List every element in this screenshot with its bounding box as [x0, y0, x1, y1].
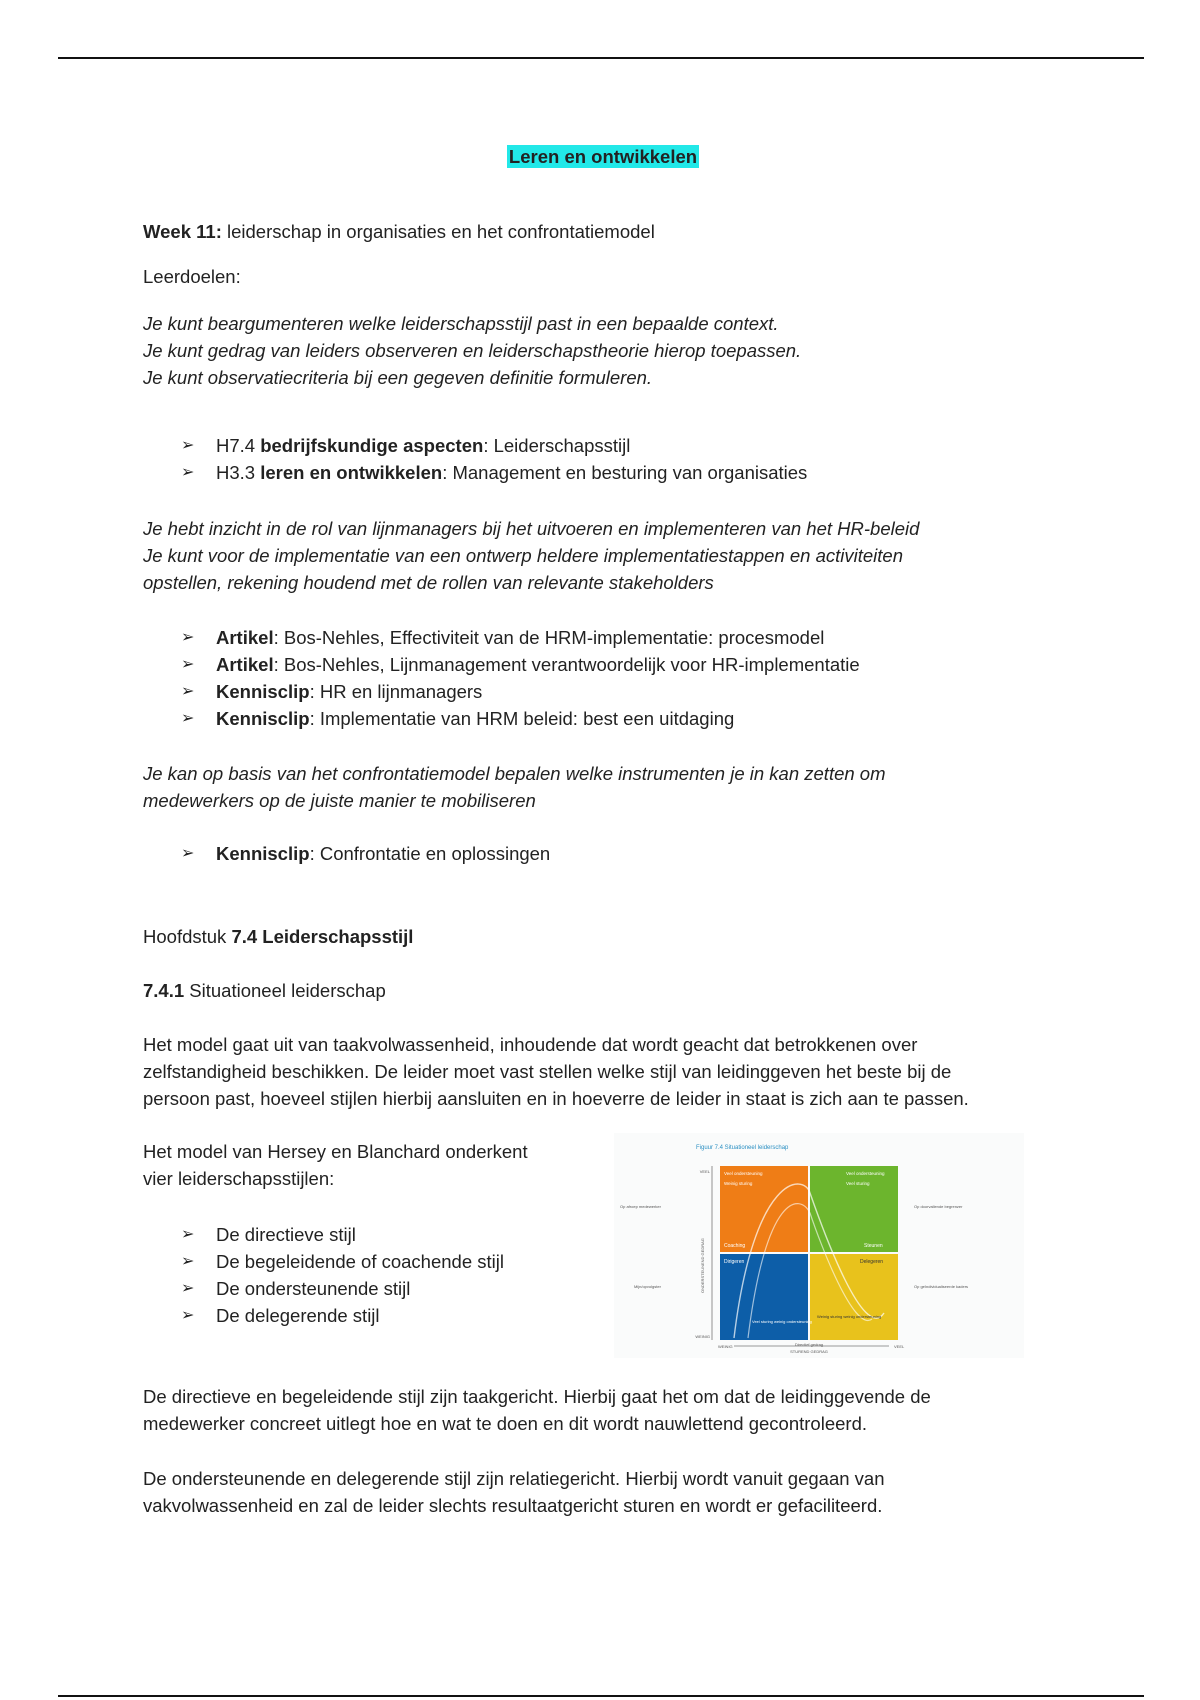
left-label-top: Op afroep medewerker [620, 1204, 661, 1209]
q4-sub-text: Weinig sturing weinig ondersteuning [817, 1314, 882, 1319]
reference-list-1 [181, 432, 1061, 486]
quadrant-dirigeren [720, 1254, 808, 1340]
list-item: ➢ De begeleidende of coachende stijl [181, 1251, 504, 1272]
list-item: ➢ De ondersteunende stijl [181, 1278, 411, 1299]
y-axis-title: ONDERSTEUNEND GEDRAG [700, 1238, 705, 1293]
right-label-bottom: Op geïndividualiseerde kaders [914, 1284, 969, 1289]
situational-leadership-figure [614, 1133, 1024, 1358]
list-item: ➢ De directieve stijl [181, 1224, 356, 1245]
list-item: ➢ Artikel: Bos-Nehles, Lijnmanagement verantwoordelijk voor HR-implementatie [181, 654, 860, 675]
chapter-heading: Hoofdstuk 7.4 Leiderschapsstijl [143, 926, 414, 947]
q1-top-text: Veel ondersteuning [724, 1171, 763, 1176]
learning-goals-1: Je kunt beargumenteren welke leiderschapsstijl past in een bepaalde context. Je kunt gedrag van leiders observeren en leiderschapstheorie hierop toepassen. Je kunt observatiecriteria bij een gegeven definitie formuleren. [143, 313, 802, 388]
right-label-top: Op doorvallende begrenzer [914, 1204, 963, 1209]
list-item: ➢ Kennisclip: Confrontatie en oplossingen [181, 843, 551, 864]
q3-sub-text: Veel sturing weinig ondersteuning [752, 1319, 812, 1324]
list-item: ➢ De delegerende stijl [181, 1305, 380, 1326]
list-item: ➢ Kennisclip: Implementatie van HRM beleid: best een uitdaging [181, 708, 735, 729]
header-rule [58, 57, 1144, 59]
q2-top-text: Veel ondersteuning [846, 1171, 885, 1176]
quadrant-coaching [720, 1166, 808, 1252]
q1-sub-text: Weinig sturing [724, 1181, 753, 1186]
label-steunen: Steunen [864, 1243, 883, 1249]
reference-list-3 [181, 840, 1061, 867]
list-item: ➢ H3.3 leren en ontwikkelen: Management en besturing van organisaties [181, 462, 808, 483]
week-heading: Week 11: leiderschap in organisaties en het confrontatiemodel [143, 221, 655, 242]
learning-goals-3: Je kan op basis van het confrontatiemodel bepalen welke instrumenten je in kan zetten om medewerkers op de juiste manier te mobiliseren [143, 763, 886, 811]
footer-rule [58, 1695, 1144, 1697]
paragraph-task-oriented: De directieve en begeleidende stijl zijn taakgericht. Hierbij gaat het om dat de leidinggevende de medewerker concreet uitlegt hoe en wat te doen en dit wordt nauwlettend gecontroleerd. [143, 1386, 931, 1434]
label-coaching: Coaching [724, 1243, 746, 1249]
q2-sub-text: Veel sturing [846, 1181, 870, 1186]
paragraph-relation-oriented: De ondersteunende en delegerende stijl zijn relatiegericht. Hierbij wordt vanuit gegaan van vakvolwassenheid en zal de leider slechts resultaatgericht sturen en wordt er gefaciliteerd. [143, 1468, 885, 1516]
y-axis-low: WEINIG [695, 1334, 710, 1339]
x-axis-high: VEEL [894, 1344, 905, 1349]
label-delegeren: Delegeren [860, 1259, 884, 1265]
x-axis-title: STUREND GEDRAG [790, 1349, 828, 1354]
figure-caption: Figuur 7.4 Situationeel leiderschap [696, 1145, 789, 1151]
reference-list-2 [181, 624, 1061, 732]
section-heading: 7.4.1 Situationeel leiderschap [143, 980, 386, 1001]
y-axis-high: VEEL [699, 1169, 710, 1174]
left-label-bottom: Mijn/opvolgster [634, 1284, 661, 1289]
model-intro: Het model van Hersey en Blanchard onderkent vier leiderschapsstijlen: [143, 1141, 528, 1189]
goals-label: Leerdoelen: [143, 266, 241, 287]
x-axis-subtitle: Directief gedrag [794, 1342, 824, 1347]
x-axis-low: WEINIG [718, 1344, 733, 1349]
page-title: Leren en ontwikkelen [508, 146, 698, 167]
list-item: ➢ Artikel: Bos-Nehles, Effectiviteit van de HRM-implementatie: procesmodel [181, 627, 825, 648]
styles-list [181, 1221, 621, 1329]
list-item: ➢ H7.4 bedrijfskundige aspecten: Leiderschapsstijl [181, 435, 631, 456]
label-dirigeren: Dirigeren [724, 1259, 745, 1265]
learning-goals-2: Je hebt inzicht in de rol van lijnmanagers bij het uitvoeren en implementeren van het HR-beleid Je kunt voor de implementatie van een ontwerp heldere implementatiestappen en activiteiten opstellen, rekening houdend met de rollen van relevante stakeholders [143, 518, 920, 593]
quadrant-steunen [810, 1166, 898, 1252]
paragraph-model: Het model gaat uit van taakvolwassenheid, inhoudende dat wordt geacht dat betrokkenen over zelfstandigheid beschikken. De leider moet vast stellen welke stijl van leidinggeven het beste bij de persoon past, hoeveel stijlen hierbij aansluiten en in hoeverre de leider in staat is zich aan te passen. [143, 1034, 969, 1109]
list-item: ➢ Kennisclip: HR en lijnmanagers [181, 681, 483, 702]
